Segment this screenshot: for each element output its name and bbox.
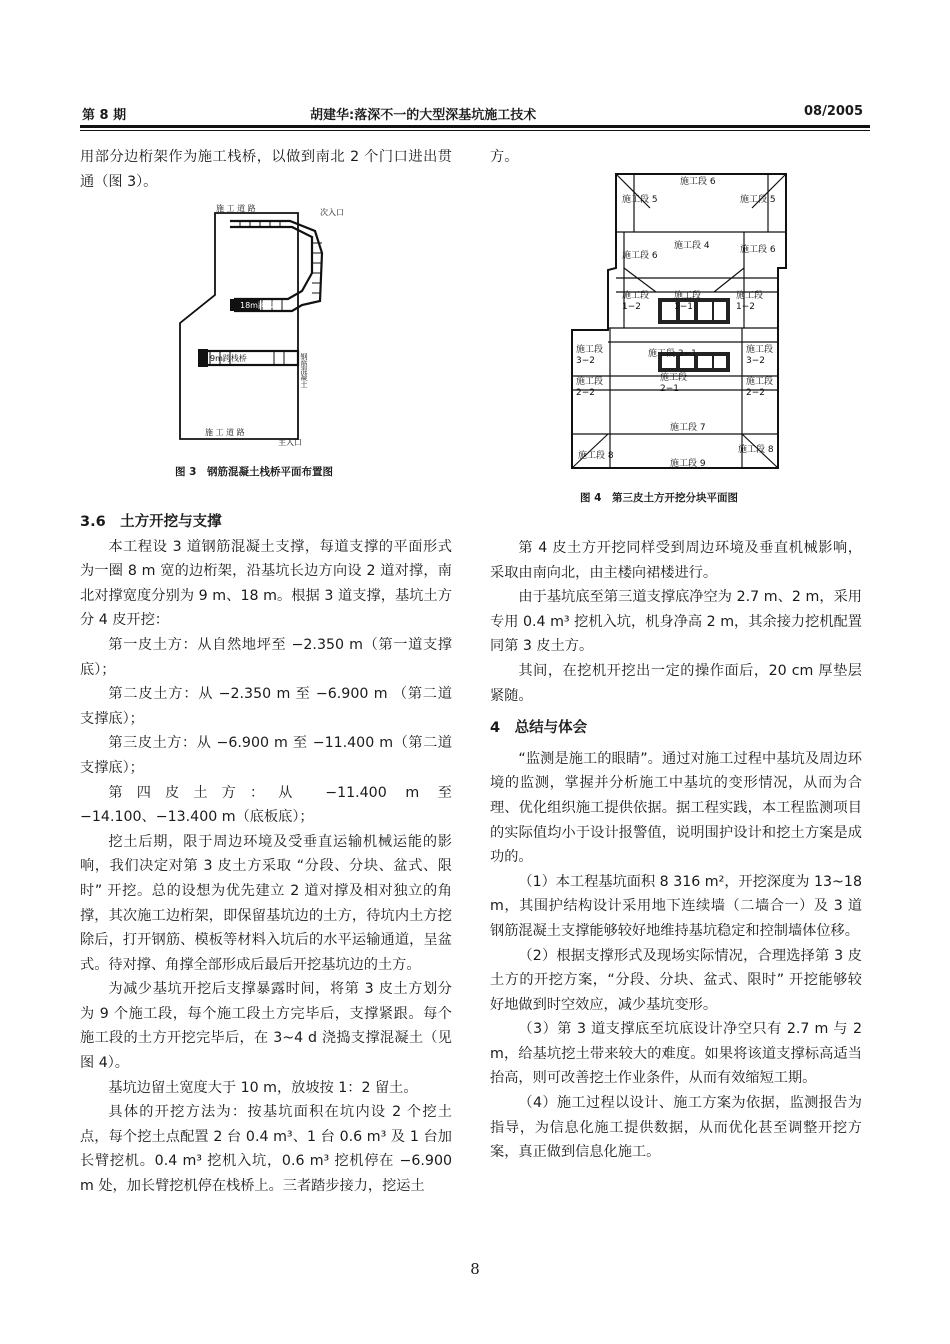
- paragraph: “监测是施工的眼睛”。通过对施工过程中基坑及周边环境的监测，掌握并分析施工中基坑的变形情况，从而为合理、优化组织施工提供依据。据工程实践，本工程监测项目的实际值均小于设计报警值，说明围护设计和挖土方案是成功的。: [490, 750, 862, 866]
- journal-issue: 第 8 期: [82, 108, 127, 123]
- figure-4-caption: 图 4 第三皮土方开挖分块平面图: [580, 492, 738, 504]
- fig4-s6b: 施工段 6: [622, 251, 658, 261]
- fig3-side-label: 钢筋混凝土: [300, 353, 308, 388]
- figure-3-bridge-plan: [170, 203, 370, 447]
- fig4-s9: 施工段 9: [670, 459, 706, 469]
- fig4-s8a: 施工段 8: [578, 451, 614, 461]
- fig3-road-top: 施 工 道 路: [216, 204, 256, 213]
- fig4-s6c: 施工段 6: [740, 245, 776, 255]
- fig4-s22b: 施工段 2−2: [746, 377, 774, 398]
- paragraph: 第 4 皮土方开挖同样受到周边环境及垂直机械影响，采取由南向北，由主楼向裙楼进行。: [490, 540, 862, 581]
- right-column-text: [490, 536, 862, 1165]
- fig3-bridge-18: 18m跨栈桥: [240, 301, 282, 310]
- fig4-s21: 施工段 2−1: [660, 373, 688, 394]
- fig4-s31: 施工段 3−1: [648, 349, 697, 359]
- fig4-s12b: 施工段 1−2: [736, 291, 764, 312]
- fig4-s4: 施工段 4: [674, 241, 710, 251]
- fig3-road-bottom: 施 工 道 路: [205, 428, 245, 437]
- paragraph: 第四皮土方：从 −11.400 m 至 −14.100、−13.400 m（底板底）；: [80, 784, 452, 826]
- page-number: 8: [470, 1260, 480, 1278]
- right-continuation: [490, 145, 862, 170]
- paragraph: （4）施工过程以设计、施工方案为依据，监测报告为指导，为信息化施工提供数据，从而优化甚至调整开挖方案，真正做到信息化施工。: [490, 1095, 862, 1161]
- fig4-s32a: 施工段 3−2: [576, 345, 604, 366]
- fig4-s5b: 施工段 5: [740, 195, 776, 205]
- header-rule-thin: [80, 130, 870, 131]
- paragraph: 本工程设 3 道钢筋混凝土支撑，每道支撑的平面形式为一圈 8 m 宽的边桁架，沿基坑长边方向设 2 道对撑，南北对撑宽度分别为 9 m、18 m。根据 3 道支撑，基坑土方分 4 皮开挖：: [80, 538, 452, 629]
- figure-4-excavation-plan: [564, 168, 804, 478]
- section-3-6-title: 3.6 土方开挖与支撑: [80, 514, 222, 530]
- fig4-s12a: 施工段 1−2: [622, 291, 650, 312]
- paragraph-end: 方。: [490, 149, 519, 165]
- left-intro: [80, 145, 452, 194]
- fig4-s8b: 施工段 8: [738, 445, 774, 455]
- running-title: 胡建华:落深不一的大型深基坑施工技术: [310, 108, 537, 123]
- issue-date: 08/2005: [804, 104, 864, 119]
- fig3-main-entry: 主入口: [278, 438, 302, 447]
- fig4-s5a: 施工段 5: [622, 195, 658, 205]
- intro-paragraph: 用部分边桁架作为施工栈桥，以做到南北 2 个门口进出贯通（图 3）。: [80, 149, 452, 190]
- paragraph: 基坑边留土宽度大于 10 m，放坡按 1：2 留土。: [108, 1079, 418, 1096]
- fig4-s11: 施工段 1−1: [674, 291, 702, 312]
- paragraph: 挖土后期，限于周边环境及受垂直运输机械运能的影响，我们决定对第 3 皮土方采取 “分段、分块、盆式、限时” 开挖。总的设想为优先建立 2 道对撑及相对独立的角撑，其次施工边桁架，即保留基坑边的土方，待坑内土方挖除后，打开钢筋、模板等材料入坑后的水平运输通道，呈盆式。待对撑、角撑全部形成后最后开挖基坑边的土方。: [80, 833, 452, 973]
- fig4-s7: 施工段 7: [670, 423, 706, 433]
- paragraph: （1）本工程基坑面积 8 316 m²，开挖深度为 13~18 m，其围护结构设计采用地下连续墙（二墙合一）及 3 道钢筋混凝土支撑能够较好地维持基坑稳定和控制墙体位移。: [490, 873, 862, 939]
- header-rule-thick: [80, 125, 870, 128]
- fig4-s32b: 施工段 3−2: [746, 345, 774, 366]
- paragraph: 具体的开挖方法为：按基坑面积在坑内设 2 个挖土点，每个挖土点配置 2 台 0.4 m³、1 台 0.6 m³ 及 1 台加长臂挖机。0.4 m³ 挖机入坑，0.6 m³ 挖机停在 −6.900 m 处，加长臂挖机停在栈桥上。三者踏步接力，挖运土: [80, 1104, 452, 1195]
- paragraph: 由于基坑底至第三道支撑底净空为 2.7 m、2 m，采用专用 0.4 m³ 挖机入坑，机身净高 2 m，其余接力挖机配置同第 3 皮土方。: [490, 589, 862, 655]
- paragraph: （3）第 3 道支撑底至坑底设计净空只有 2.7 m 与 2 m，给基坑挖土带来较大的难度。如果将该道支撑标高适当抬高，则可改善挖土作业条件，从而有效缩短工期。: [490, 1021, 862, 1087]
- left-column-text: [80, 510, 452, 1199]
- paragraph: 为减少基坑开挖后支撑暴露时间，将第 3 皮土方划分为 9 个施工段，每个施工段土方完毕后，支撑紧跟。每个施工段的土方开挖完毕后，在 3~4 d 浇捣支撑混凝土（见图 4）。: [80, 981, 452, 1072]
- fig3-bridge-9: 9m跨栈桥: [210, 354, 247, 363]
- paragraph: 其间，在挖机开挖出一定的操作面后，20 cm 厚垫层紧随。: [490, 662, 862, 704]
- fig3-secondary-entry: 次入口: [320, 208, 344, 217]
- fig4-s6a: 施工段 6: [680, 177, 716, 187]
- section-4-title: 4 总结与体会: [490, 720, 588, 737]
- paragraph: （2）根据支撑形式及现场实际情况，合理选择第 3 皮土方的开挖方案，“分段、分块、盆式、限时” 开挖能够较好地做到时空效应，减少基坑变形。: [490, 947, 862, 1013]
- fig4-s22a: 施工段 2−2: [576, 377, 604, 398]
- paragraph: 第一皮土方：从自然地坪至 −2.350 m（第一道支撑底）；: [80, 636, 452, 678]
- paragraph: 第二皮土方：从 −2.350 m 至 −6.900 m （第二道支撑底）；: [80, 686, 452, 727]
- paragraph: 第三皮土方：从 −6.900 m 至 −11.400 m（第二道支撑底）；: [80, 735, 452, 776]
- figure-3-caption: 图 3 钢筋混凝土栈桥平面布置图: [175, 466, 333, 478]
